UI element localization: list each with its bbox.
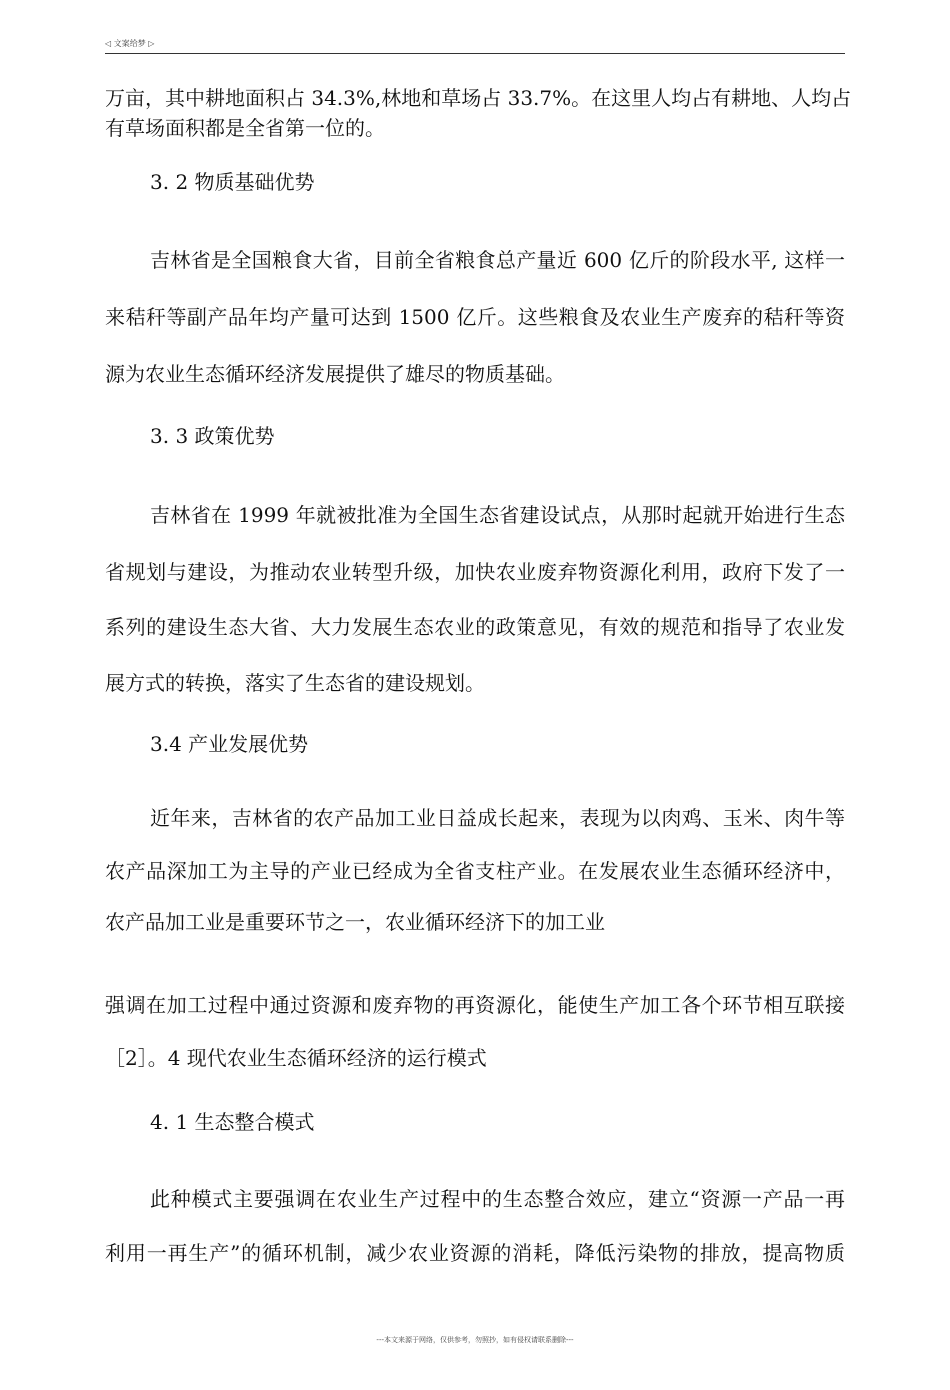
body-line: 省规划与建设，为推动农业转型升级，加快农业废弃物资源化利用，政府下发了一 xyxy=(105,560,845,584)
body-line: 吉林省在 1999 年就被批准为全国生态省建设试点，从那时起就开始进行生态 xyxy=(150,503,845,527)
body-line: 农产品加工业是重要环节之一，农业循环经济下的加工业 xyxy=(105,910,605,934)
body-line: 吉林省是全国粮食大省，目前全省粮食总产量近 600 亿斤的阶段水平, 这样一 xyxy=(150,248,845,272)
body-line: 有草场面积都是全省第一位的。 xyxy=(105,116,385,140)
section-heading: 3.4 产业发展优势 xyxy=(150,732,309,756)
body-line: ［2］。4 现代农业生态循环经济的运行模式 xyxy=(105,1046,487,1070)
header-rule xyxy=(105,53,845,54)
section-heading: 3. 3 政策优势 xyxy=(150,424,275,448)
body-line: 近年来，吉林省的农产品加工业日益成长起来，表现为以肉鸡、玉米、肉牛等 xyxy=(150,806,845,830)
body-line: 源为农业生态循环经济发展提供了雄尽的物质基础。 xyxy=(105,362,565,386)
body-line: 展方式的转换，落实了生态省的建设规划。 xyxy=(105,671,485,695)
page-footer: ---本文来源于网络，仅供参考，勿照抄，如有侵权请联系删除--- xyxy=(376,1336,574,1344)
section-heading: 4. 1 生态整合模式 xyxy=(150,1110,315,1134)
body-line: 此种模式主要强调在农业生产过程中的生态整合效应，建立“资源一产品一再 xyxy=(150,1187,845,1211)
body-line: 系列的建设生态大省、大力发展生态农业的政策意见，有效的规范和指导了农业发 xyxy=(105,615,845,639)
page-header: ◁ 文案给梦 ▷ xyxy=(105,39,155,48)
body-line: 利用一再生产”的循环机制，减少农业资源的消耗，降低污染物的排放，提高物质 xyxy=(105,1241,845,1265)
body-line: 农产品深加工为主导的产业已经成为全省支柱产业。在发展农业生态循环经济中， xyxy=(105,859,845,883)
section-heading: 3. 2 物质基础优势 xyxy=(150,170,315,194)
body-line: 来秸秆等副产品年均产量可达到 1500 亿斤。这些粮食及农业生产废弃的秸秆等资 xyxy=(105,305,845,329)
body-line: 万亩，其中耕地面积占 34.3%,林地和草场占 33.7%。在这里人均占有耕地、人均占 xyxy=(105,86,852,110)
body-line: 强调在加工过程中通过资源和废弃物的再资源化，能使生产加工各个环节相互联接 xyxy=(105,993,845,1017)
